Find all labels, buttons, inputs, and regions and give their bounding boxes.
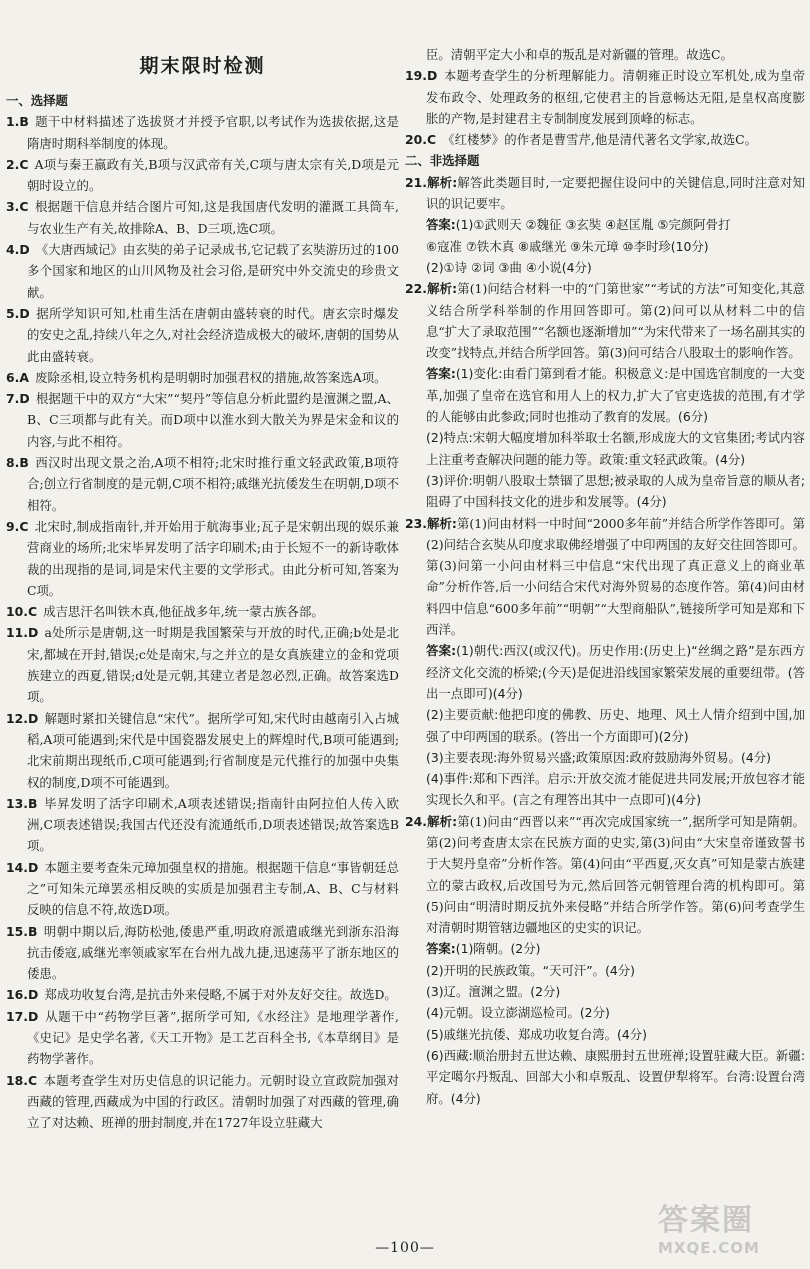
answer-explanation: 西汉时出现文景之治,A项不相符;北宋时推行重文轻武政策,B项符合;创立行省制度的是元朝,C项不相符;戚继光抗倭发生在明朝,D项不相符。 bbox=[27, 455, 399, 513]
answer-line bbox=[405, 960, 805, 981]
answer-explanation: a处所示是唐朝,这一时期是我国繁荣与开放的时代,正确;b处是北宋,都城在开封,错误;c处是南宋,与之并立的是女真族建立的金和党项族建立的西夏,错误;d处是元朝,其建立者是忽必烈,正确。故答案选D项。 bbox=[27, 625, 399, 705]
answer-item bbox=[6, 111, 399, 154]
answer-label: 答案: bbox=[426, 217, 456, 233]
analysis-label: 解析: bbox=[426, 813, 458, 829]
question-24 bbox=[405, 811, 805, 1109]
answer-number: 2.C bbox=[6, 156, 29, 172]
answer-text: (1)①武则天 ②魏征 ③玄奘 ④赵匡胤 ⑤完颜阿骨打 bbox=[455, 217, 731, 233]
watermark-text: 答案圈 bbox=[658, 1203, 754, 1238]
page-number: —100— bbox=[375, 1240, 435, 1256]
answer-label: 答案: bbox=[426, 643, 457, 659]
analysis-label: 解析: bbox=[426, 281, 458, 297]
answer-line bbox=[405, 938, 805, 959]
answer-line bbox=[405, 363, 805, 427]
answer-item bbox=[6, 857, 399, 921]
section-heading-choice: 一、选择题 bbox=[6, 93, 68, 108]
answer-number: 17.D bbox=[6, 1008, 39, 1024]
answer-number: 16.D bbox=[6, 987, 39, 1003]
answer-item bbox=[6, 303, 399, 367]
answer-explanation: 废除丞相,设立特务机构是明朝时加强君权的措施,故答案选A项。 bbox=[35, 369, 387, 385]
answer-item bbox=[405, 65, 805, 129]
answer-text: (4)事件:郑和下西洋。启示:开放交流才能促进共同发展;开放包容才能实现长久和平。(言之有理答出其中一点即可)(4分) bbox=[426, 771, 805, 808]
answer-number: 1.B bbox=[6, 114, 29, 130]
answer-explanation: 郑成功收复台湾,是抗击外来侵略,不属于对外友好交往。故选D。 bbox=[44, 987, 397, 1003]
answer-text: (2)特点:宋朝大幅度增加科举取士名额,形成庞大的文官集团;考试内容上注重考查解决问题的能力等。政策:重文轻武政策。(4分) bbox=[426, 430, 805, 467]
question-number: 23. bbox=[405, 515, 427, 531]
answer-text: (3)主要表现:海外贸易兴盛;政策原因:政府鼓励海外贸易。(4分) bbox=[426, 749, 772, 765]
answer-text: (4)元朝。设立澎湖巡检司。(2分) bbox=[426, 1005, 610, 1021]
answer-text: (1)隋朝。(2分) bbox=[455, 941, 541, 957]
answer-item bbox=[6, 196, 399, 239]
answer-explanation: 明朝中期以后,海防松弛,倭患严重,明政府派遣戚继光到浙东沿海抗击倭寇,戚继光率领戚家军在台州九战九捷,迅速荡平了浙东地区的倭患。 bbox=[27, 923, 399, 982]
question-22 bbox=[405, 278, 805, 512]
answer-number: 12.D bbox=[6, 710, 39, 726]
answer-explanation: 本题考查学生对历史信息的识记能力。元朝时设立宣政院加强对西藏的管理,西藏成为中国的行政区。清朝时加强了对西藏的管理,确立了对达赖、班禅的册封制度,并在1727年设立驻藏大 bbox=[27, 1072, 399, 1131]
answer-line bbox=[405, 1002, 805, 1023]
analysis-paragraph bbox=[405, 172, 805, 215]
answer-line bbox=[405, 236, 805, 257]
answer-item bbox=[6, 367, 399, 388]
answer-explanation: 本题考查学生的分析理解能力。清朝雍正时设立军机处,成为皇帝发布政令、处理政务的枢纽,它使君主的旨意畅达无阻,是皇权高度膨胀的产物,是封建君主专制制度发展到顶峰的标志。 bbox=[426, 68, 805, 126]
answer-explanation: 根据题干中的双方“大宋”“契丹”等信息分析此盟约是澶渊之盟,A、B、C三项都与此有关。而D项中以淮水到大散关为界是宋金和议的内容,与此不相符。 bbox=[27, 391, 399, 449]
watermark-logo bbox=[658, 1203, 798, 1263]
question-number: 21. bbox=[405, 174, 427, 190]
analysis-text: 第(1)问结合材料一中的“门第世家”“考试的方法”可知变化,其意义结合所学科举制的作用回答即可。第(2)问可以从材料二中的信息“扩大了录取范围”“名额也逐渐增加”“为宋代带来了一场名副其实的改变”找特点,并结合所学回答。第(3)问可结合八股取士的影响作答。 bbox=[426, 281, 805, 361]
answer-number: 15.B bbox=[6, 923, 38, 939]
answer-explanation: 据所学知识可知,杜甫生活在唐朝由盛转衰的时代。唐玄宗时爆发的安史之乱,持续八年之久,对社会经济造成极大的破坏,唐朝的国势从此由盛转衰。 bbox=[27, 305, 399, 364]
answer-text: (3)评价:明朝八股取士禁锢了思想;被录取的人成为皇帝旨意的顺从者;阻碍了中国科技文化的进步和发展等。(4分) bbox=[426, 472, 805, 510]
answer-explanation: 从题干中“药物学巨著”,据所学可知,《水经注》是地理学著作,《史记》是史学名著,《天工开物》是工艺百科全书,《本草纲目》是药物学著作。 bbox=[27, 1008, 399, 1067]
answer-item bbox=[6, 516, 399, 601]
right-column bbox=[405, 44, 805, 1109]
analysis-text: 第(1)问由材料一中时间“2000多年前”并结合所学作答即可。第(2)问结合玄奘从印度求取佛经增强了中印两国的友好交往回答即可。第(3)问第一小问由材料三中信息“宋代出现了真正意义上的商业革命”分析作答,后一小问结合宋代对海外贸易的态度作答。第(4)问由材料四中信息“600多年前”“明朝”“大型商船队”,链接所学可知是郑和下西洋。 bbox=[426, 515, 805, 638]
answer-text: (2)主要贡献:他把印度的佛教、历史、地理、风土人情介绍到中国,加强了中印两国的联系。(答出一个方面即可)(2分) bbox=[426, 707, 805, 744]
analysis-text: 解答此类题目时,一定要把握住设问中的关键信息,同时注意对知识的识记要牢。 bbox=[426, 174, 805, 212]
answer-number: 11.D bbox=[6, 625, 39, 641]
analysis-paragraph bbox=[405, 513, 805, 641]
answer-text: ⑥寇准 ⑦铁木真 ⑧戚继光 ⑨朱元璋 ⑩李时珍(10分) bbox=[426, 238, 709, 254]
page-title: 期末限时检测 bbox=[139, 55, 266, 77]
analysis-label: 解析: bbox=[426, 515, 457, 531]
answer-number: 20.C bbox=[405, 132, 437, 148]
left-column bbox=[6, 44, 399, 1134]
answer-text: (2)开明的民族政策。“天可汗”。(4分) bbox=[426, 962, 636, 978]
answer-explanation: 《大唐西域记》由玄奘的弟子记录成书,它记载了玄奘游历过的100多个国家和地区的山川风物及社会习俗,是研究中外交流史的珍贵文献。 bbox=[27, 242, 399, 300]
answer-explanation: 题干中材料描述了选拔贤才并授予官职,以考试作为选拔依据,这是隋唐时期科举制度的体现。 bbox=[27, 114, 399, 151]
answer-line bbox=[405, 640, 805, 704]
answer-line bbox=[405, 704, 805, 747]
answer-text: (3)辽。澶渊之盟。(2分) bbox=[426, 984, 561, 1000]
answer-item bbox=[6, 239, 399, 303]
answer-item bbox=[6, 921, 399, 985]
answer-line bbox=[405, 214, 805, 235]
answer-number: 14.D bbox=[6, 859, 39, 875]
answer-number: 6.A bbox=[6, 369, 29, 385]
answer-number: 4.D bbox=[6, 242, 30, 258]
answer-item bbox=[6, 708, 399, 793]
answer-item bbox=[6, 793, 399, 857]
answer-item bbox=[405, 129, 805, 150]
answer-explanation: 《红楼梦》的作者是曹雪芹,他是清代著名文学家,故选C。 bbox=[442, 132, 757, 148]
answer-explanation: 成吉思汗名叫铁木真,他征战多年,统一蒙古族各部。 bbox=[43, 604, 324, 620]
answer-number: 9.C bbox=[6, 518, 29, 534]
answer-text: (5)戚继光抗倭、郑成功收复台湾。(4分) bbox=[426, 1026, 647, 1042]
answer-item bbox=[6, 984, 399, 1005]
answer-number: 3.C bbox=[6, 199, 29, 215]
answer-item bbox=[6, 388, 399, 452]
answer-line bbox=[405, 427, 805, 470]
answer-line bbox=[405, 747, 805, 768]
answer-line bbox=[405, 470, 805, 513]
answer-explanation: 解题时紧扣关键信息“宋代”。据所学可知,宋代时由越南引入占城稻,A项可能遇到;宋代是中国瓷器发展史上的辉煌时代,B项可能遇到;北宋前期出现纸币,C项可能遇到;行省制度是元代推行的加强中央集权的制度,D项不可能遇到。 bbox=[27, 710, 399, 790]
answer-number: 7.D bbox=[6, 391, 30, 407]
section-heading-nonchoice: 二、非选择题 bbox=[405, 153, 480, 169]
answer-line bbox=[405, 981, 805, 1002]
answer-item bbox=[6, 452, 399, 516]
answer-item bbox=[6, 601, 399, 622]
answer-number: 18.C bbox=[6, 1072, 38, 1088]
answer-text: (1)变化:由看门第到看才能。积极意义:是中国选官制度的一大变革,加强了皇帝在选官和用人上的权力,扩大了官吏选拔的范围,有才学的人能够由此参政;同时也推动了教育的发展。(6分) bbox=[426, 366, 805, 425]
analysis-paragraph bbox=[405, 278, 805, 363]
answer-number: 13.B bbox=[6, 795, 38, 811]
answer-number: 19.D bbox=[405, 68, 438, 84]
answer-label: 答案: bbox=[426, 941, 456, 957]
answer-item bbox=[6, 622, 399, 707]
answer-text: (6)西藏:顺治册封五世达赖、康熙册封五世班禅;设置驻藏大臣。新疆:平定噶尔丹叛乱、回部大小和卓叛乱、设置伊犁将军。台湾:设置台湾府。(4分) bbox=[426, 1047, 805, 1106]
answer-number: 5.D bbox=[6, 305, 30, 321]
analysis-paragraph bbox=[405, 811, 805, 939]
analysis-label: 解析: bbox=[426, 174, 458, 190]
answer-item bbox=[6, 1006, 399, 1070]
answer-line bbox=[405, 1024, 805, 1045]
answer-explanation: 根据题干信息并结合图片可知,这是我国唐代发明的灌溉工具筒车,与农业生产有关,故排除A、B、D三项,选C项。 bbox=[27, 199, 399, 236]
question-number: 22. bbox=[405, 281, 427, 297]
answer-number: 8.B bbox=[6, 455, 29, 471]
question-number: 24. bbox=[405, 813, 427, 829]
analysis-text: 第(1)问由“西晋以来”“再次完成国家统一”,据所学可知是隋朝。第(2)问考查唐太宗在民族方面的史实,第(3)问由“大宋皇帝谨致誓书于大契丹皇帝”分析作答。第(4)问由“平西夏,灭女真”可知是蒙古族建立的蒙古政权,后改国号为元,然后回答元朝管理台湾的机构即可。第(5)问由“明清时期反抗外来侵略”并结合所学作答。第(6)问考查学生对清朝时期管辖边疆地区的史实的识记。 bbox=[426, 813, 805, 936]
answer-text: (2)①诗 ②词 ③曲 ④小说(4分) bbox=[426, 259, 592, 275]
answer-explanation: 毕昇发明了活字印刷术,A项表述错误;指南针由阿拉伯人传入欧洲,C项表述错误;我国古代还没有流通纸币,D项表述错误;故答案选B项。 bbox=[27, 795, 399, 854]
question-21 bbox=[405, 172, 805, 278]
answer-explanation: 北宋时,制成指南针,并开始用于航海事业;瓦子是宋朝出现的娱乐兼营商业的场所;北宋毕昇发明了活字印刷术;由于长短不一的新诗歌体裁的出现指的是词,词是宋代主要的文学形式。由此分析可知,答案为C项。 bbox=[27, 518, 399, 598]
watermark-url: MXQE.COM bbox=[658, 1239, 760, 1257]
answer-number: 10.C bbox=[6, 604, 38, 620]
answer-line bbox=[405, 768, 805, 811]
nonchoice-answer-list bbox=[405, 172, 805, 1109]
answer-explanation: 本题主要考查朱元璋加强皇权的措施。根据题干信息“事皆朝廷总之”可知朱元璋罢丞相反映的实质是加强君主专制,A、B、C与材料反映的信息不符,故选D项。 bbox=[27, 859, 399, 918]
answer-explanation: A项与秦王嬴政有关,B项与汉武帝有关,C项与唐太宗有关,D项是元朝时设立的。 bbox=[27, 156, 399, 194]
choice-answer-list-cont bbox=[405, 65, 805, 150]
answer-item bbox=[6, 1070, 399, 1134]
answer-item bbox=[6, 154, 399, 197]
continued-text: 臣。清朝平定大小和卓的叛乱是对新疆的管理。故选C。 bbox=[426, 47, 733, 62]
answer-text: (1)朝代:西汉(或汉代)。历史作用:(历史上)“丝绸之路”是东西方经济文化交流的桥梁;(今天)是促进沿线国家繁荣发展的重要纽带。(答出一点即可)(4分) bbox=[426, 643, 805, 701]
answer-line bbox=[405, 1045, 805, 1109]
answer-label: 答案: bbox=[426, 366, 456, 382]
answer-line bbox=[405, 257, 805, 278]
question-23 bbox=[405, 513, 805, 811]
choice-answer-list bbox=[6, 111, 399, 1133]
